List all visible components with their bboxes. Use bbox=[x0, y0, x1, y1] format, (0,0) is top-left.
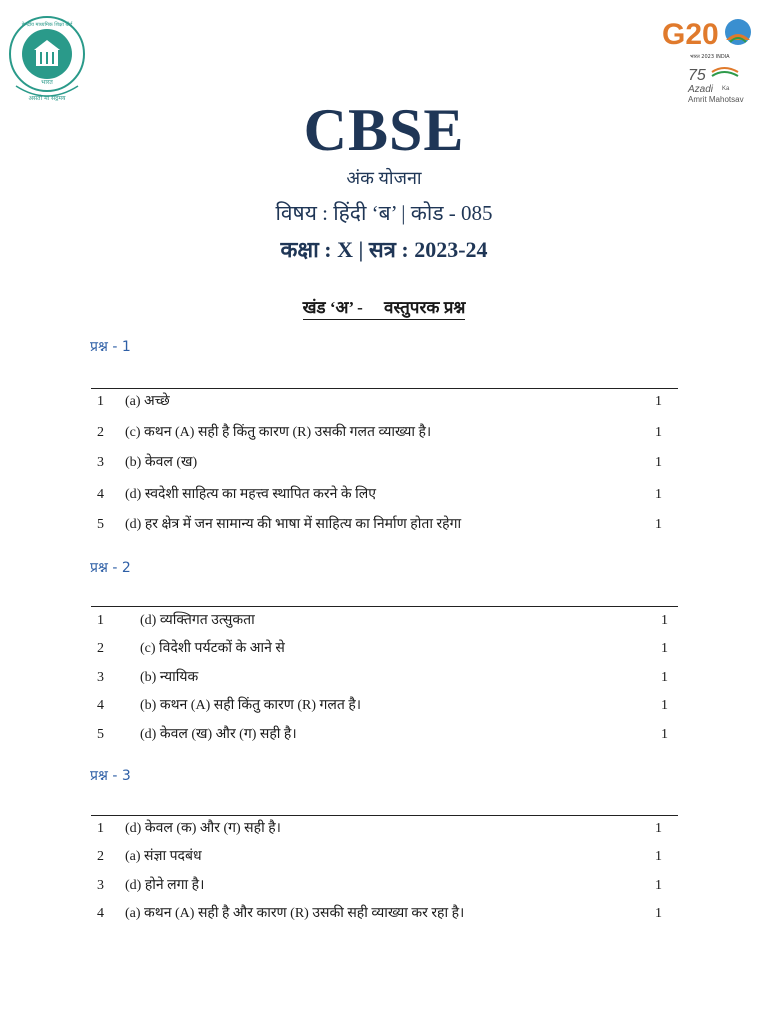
svg-text:भारत: भारत bbox=[41, 79, 53, 86]
table-row: 1 (a) अच्छे 1 bbox=[97, 394, 662, 409]
subject-code-line: विषय : हिंदी ‘ब’ | कोड - 085 bbox=[275, 201, 493, 225]
question-label: प्रश्न - 3 bbox=[90, 768, 131, 784]
question-label: प्रश्न - 1 bbox=[90, 339, 131, 355]
cbse-emblem-logo bbox=[8, 14, 86, 106]
svg-text:Amrit Mahotsav: Amrit Mahotsav bbox=[688, 95, 744, 104]
svg-text:असतो मा सद्गमय: असतो मा सद्गमय bbox=[28, 95, 66, 102]
svg-text:G20: G20 bbox=[662, 18, 719, 51]
table-row: 2 (c) कथन (A) सही है किंतु कारण (R) उसकी गलत व्याख्या है। 1 bbox=[97, 425, 662, 440]
section-heading: खंड ‘अ’ - वस्तुपरक प्रश्न bbox=[0, 295, 768, 318]
table-row: 4 (b) कथन (A) सही किंतु कारण (R) गलत है। 1 bbox=[97, 698, 668, 713]
page-title: CBSE bbox=[303, 97, 465, 163]
g20-azadi-logo bbox=[660, 12, 760, 104]
svg-text:Azadi: Azadi bbox=[688, 84, 714, 95]
table-row: 2 (a) संज्ञा पदबंध 1 bbox=[97, 849, 662, 864]
table-row: 4 (a) कथन (A) सही है और कारण (R) उसकी सही व्याख्या कर रहा है। 1 bbox=[97, 906, 662, 921]
marking-scheme-label: अंक योजना bbox=[346, 168, 422, 188]
svg-text:केन्द्रीय माध्यमिक शिक्षा बोर्: केन्द्रीय माध्यमिक शिक्षा बोर्ड bbox=[21, 22, 73, 28]
question-label: प्रश्न - 2 bbox=[90, 560, 131, 576]
class-session-line: कक्षा : X | सत्र : 2023-24 bbox=[280, 237, 488, 262]
table-row: 3 (b) न्यायिक 1 bbox=[97, 670, 668, 685]
table-row: 3 (d) होने लगा है। 1 bbox=[97, 878, 662, 893]
table-row: 1 (d) केवल (क) और (ग) सही है। 1 bbox=[97, 821, 662, 836]
table-row: 5 (d) हर क्षेत्र में जन सामान्य की भाषा में साहित्य का निर्माण होता रहेगा 1 bbox=[97, 517, 662, 532]
svg-text:75: 75 bbox=[688, 67, 706, 84]
table-row: 4 (d) स्वदेशी साहित्य का महत्त्व स्थापित करने के लिए 1 bbox=[97, 487, 662, 502]
table-row: 3 (b) केवल (ख) 1 bbox=[97, 455, 662, 470]
divider bbox=[91, 606, 678, 607]
table-row: 1 (d) व्यक्तिगत उत्सुकता 1 bbox=[97, 613, 668, 628]
svg-text:भारत 2023 INDIA: भारत 2023 INDIA bbox=[690, 54, 730, 60]
table-row: 2 (c) विदेशी पर्यटकों के आने से 1 bbox=[97, 641, 668, 656]
svg-text:Ka: Ka bbox=[722, 86, 730, 92]
table-row: 5 (d) केवल (ख) और (ग) सही है। 1 bbox=[97, 727, 668, 742]
divider bbox=[91, 815, 678, 816]
divider bbox=[91, 388, 678, 389]
